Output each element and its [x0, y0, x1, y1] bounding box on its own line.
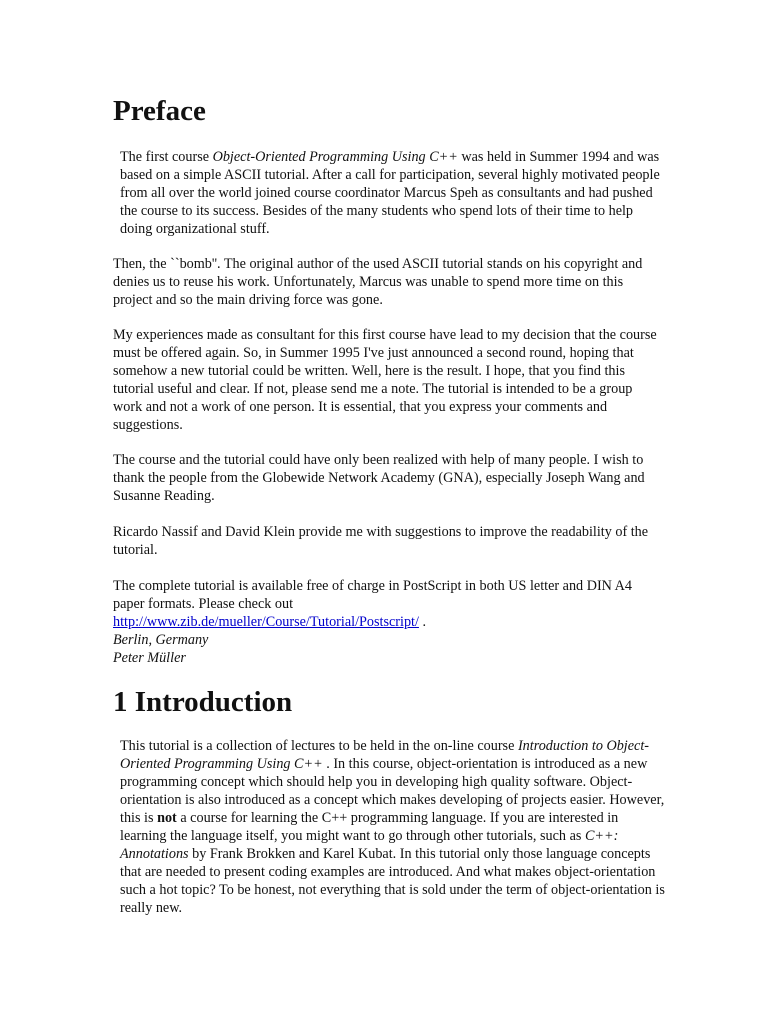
- preface-heading: Preface: [113, 95, 206, 127]
- intro-emphasis-not: not: [157, 810, 177, 826]
- intro-p1-text-b: . In this course, object-orientation is introduced as a new programming concept which should help you in developing high quality software. Object-orientation is also introduced as a concept which makes developing of projects easier. However, this is: [120, 756, 665, 826]
- preface-paragraph-6: [113, 577, 658, 667]
- preface-p1-text-b: was held in Summer 1994 and was based on a simple ASCII tutorial. After a call for participation, several highly motivated people from all over the world joined course coordinator Marcus Speh as consultants and had pushed the course to its success. Besides of the many students who spend lots of their time to help doing organizational stuff.: [120, 149, 660, 237]
- preface-paragraph-3: My experiences made as consultant for this first course have lead to my decision that the course must be offered again. So, in Summer 1995 I've just announced a second round, hoping that somehow a new tutorial could be written. Well, here is the result. I hope, that you find this tutorial useful and clear. If not, please send me a note. The tutorial is intended to be a group work and not a work of one person. It is essential, that you express your comments and suggestions.: [113, 327, 657, 433]
- signature-author: Peter Müller: [113, 650, 186, 666]
- preface-paragraph-1: [113, 148, 665, 238]
- signature-location: Berlin, Germany: [113, 632, 209, 648]
- intro-p1-text-d: by Frank Brokken and Karel Kubat. In this tutorial only those language concepts that are needed to present coding examples are introduced. And what makes object-orientation such a hot topic? To be honest, not everything that is sold under the term of object-orientation is really new.: [120, 846, 665, 916]
- postscript-link[interactable]: http://www.zib.de/mueller/Course/Tutorial/Postscript/: [113, 614, 419, 630]
- preface-paragraph-2: Then, the ``bomb''. The original author of the used ASCII tutorial stands on his copyright and denies us to reuse his work. Unfortunately, Marcus was unable to spend more time on this project and so the main driving force was gone.: [113, 256, 643, 308]
- intro-p1-text-c: a course for learning the C++ programming language. If you are interested in learning the language itself, you might want to go through other tutorials, such as: [120, 810, 619, 844]
- introduction-paragraph-1: [113, 737, 665, 917]
- link-trailing-period: .: [418, 614, 427, 630]
- intro-p1-text-a: This tutorial is a collection of lectures to be held in the on-line course: [120, 738, 518, 754]
- preface-p6-text: The complete tutorial is available free of charge in PostScript in both US letter and DIN A4 paper formats. Please check out: [113, 578, 633, 612]
- annotations-reference: C++: Annotations: [120, 828, 619, 862]
- intro-course-title: Introduction to Object-Oriented Programming Using C++: [120, 738, 650, 772]
- preface-paragraph-5: Ricardo Nassif and David Klein provide me with suggestions to improve the readability of the tutorial.: [113, 524, 649, 558]
- course-title: Object-Oriented Programming Using C++: [212, 149, 458, 165]
- preface-p1-text-a: The first course: [120, 149, 213, 165]
- preface-paragraph-4: The course and the tutorial could have only been realized with help of many people. I wish to thank the people from the Globewide Network Academy (GNA), especially Joseph Wang and Susanne Reading.: [113, 452, 645, 504]
- introduction-heading: 1 Introduction: [113, 686, 293, 718]
